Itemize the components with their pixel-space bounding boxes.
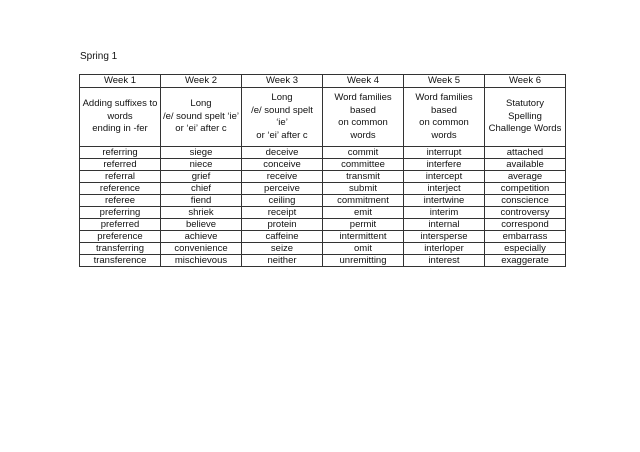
rule-description-line: /e/ sound spelt — [251, 104, 313, 116]
spelling-word-week-3: neither — [242, 255, 323, 267]
spelling-word-week-4: submit — [323, 183, 404, 195]
rule-description-line: Long — [271, 92, 293, 103]
spelling-word-week-6: available — [485, 159, 566, 171]
spelling-word-week-2: niece — [161, 159, 242, 171]
spelling-word-week-4: commitment — [323, 195, 404, 207]
rule-description-line: ‘ie’ — [276, 117, 288, 128]
rule-description-line: Spelling — [508, 110, 542, 122]
spelling-word-week-4: omit — [323, 243, 404, 255]
rule-description-week-4 — [323, 88, 404, 147]
rule-description-row — [80, 88, 566, 147]
week-header-2: Week 2 — [161, 75, 242, 88]
spelling-word-week-3: receive — [242, 171, 323, 183]
spelling-word-week-2: siege — [161, 147, 242, 159]
rule-description-line: /e/ sound spelt ‘ie’ — [162, 110, 240, 122]
rule-description-line: on common — [419, 117, 469, 128]
spelling-word-week-6: average — [485, 171, 566, 183]
spelling-word-week-6: especially — [485, 243, 566, 255]
table-row — [80, 219, 566, 231]
spelling-word-week-5: interfere — [404, 159, 485, 171]
rule-description-line: Long — [190, 98, 212, 110]
spelling-word-week-6: conscience — [485, 195, 566, 207]
spelling-word-week-5: intertwine — [404, 195, 485, 207]
spelling-word-week-1: preferred — [80, 219, 161, 231]
spelling-word-week-1: referred — [80, 159, 161, 171]
spelling-word-week-1: transferring — [80, 243, 161, 255]
spelling-word-week-1: transference — [80, 255, 161, 267]
spelling-table — [79, 74, 566, 267]
table-row — [80, 207, 566, 219]
table-row — [80, 195, 566, 207]
rule-description-line: Word families — [415, 92, 473, 103]
spelling-word-week-2: grief — [161, 171, 242, 183]
spelling-word-week-3: seize — [242, 243, 323, 255]
rule-description-line: words — [350, 129, 376, 141]
spelling-word-week-2: convenience — [161, 243, 242, 255]
rule-description-line: Word families — [334, 92, 392, 103]
spelling-word-week-5: intercept — [404, 171, 485, 183]
spelling-word-week-6: controversy — [485, 207, 566, 219]
spelling-word-week-1: reference — [80, 183, 161, 195]
rule-description-week-5 — [404, 88, 485, 147]
table-row — [80, 159, 566, 171]
spelling-word-week-4: unremitting — [323, 255, 404, 267]
spelling-word-week-2: chief — [161, 183, 242, 195]
rule-description-line: words — [431, 129, 457, 141]
spelling-word-week-3: conceive — [242, 159, 323, 171]
spelling-word-week-5: internal — [404, 219, 485, 231]
spelling-word-week-5: interim — [404, 207, 485, 219]
spelling-word-week-1: referring — [80, 147, 161, 159]
table-row — [80, 255, 566, 267]
spelling-word-week-2: mischievous — [161, 255, 242, 267]
spelling-word-week-6: attached — [485, 147, 566, 159]
spelling-word-week-5: interject — [404, 183, 485, 195]
spelling-word-week-3: receipt — [242, 207, 323, 219]
table-row — [80, 171, 566, 183]
rule-description-week-1 — [80, 88, 161, 147]
spelling-word-week-1: preference — [80, 231, 161, 243]
week-header-6: Week 6 — [485, 75, 566, 88]
spelling-word-week-3: caffeine — [242, 231, 323, 243]
spelling-word-week-3: deceive — [242, 147, 323, 159]
spelling-word-week-3: protein — [242, 219, 323, 231]
rule-description-line: Statutory — [505, 98, 545, 110]
week-header-3: Week 3 — [242, 75, 323, 88]
spelling-word-week-3: ceiling — [242, 195, 323, 207]
spelling-word-week-3: perceive — [242, 183, 323, 195]
rule-description-line: words — [107, 110, 133, 122]
spelling-word-week-4: commit — [323, 147, 404, 159]
spelling-word-week-1: referral — [80, 171, 161, 183]
rule-description-line: Adding suffixes to — [82, 98, 158, 110]
rule-description-line: based — [350, 104, 376, 116]
spelling-word-week-5: intersperse — [404, 231, 485, 243]
spelling-word-week-1: referee — [80, 195, 161, 207]
rule-description-line: on common — [338, 117, 388, 128]
spelling-word-week-2: believe — [161, 219, 242, 231]
spelling-word-week-5: interloper — [404, 243, 485, 255]
rule-description-line: or ‘ei’ after c — [256, 129, 308, 141]
spelling-word-week-5: interrupt — [404, 147, 485, 159]
spelling-word-week-4: intermittent — [323, 231, 404, 243]
rule-description-line: based — [431, 104, 457, 116]
spelling-word-week-5: interest — [404, 255, 485, 267]
spelling-word-week-4: emit — [323, 207, 404, 219]
week-header-5: Week 5 — [404, 75, 485, 88]
spelling-word-week-2: achieve — [161, 231, 242, 243]
rule-description-week-2 — [161, 88, 242, 147]
page-heading: Spring 1 — [80, 51, 118, 62]
spelling-word-week-4: permit — [323, 219, 404, 231]
spelling-word-week-6: correspond — [485, 219, 566, 231]
spelling-word-week-2: fiend — [161, 195, 242, 207]
rule-description-line: Challenge Words — [488, 123, 562, 135]
spelling-word-week-2: shriek — [161, 207, 242, 219]
table-row — [80, 231, 566, 243]
spelling-word-week-6: competition — [485, 183, 566, 195]
table-row — [80, 183, 566, 195]
rule-description-line: or ‘ei’ after c — [175, 123, 227, 135]
table-row — [80, 147, 566, 159]
spelling-word-week-6: embarrass — [485, 231, 566, 243]
rule-description-week-3 — [242, 88, 323, 147]
table-row — [80, 243, 566, 255]
rule-description-week-6 — [485, 88, 566, 147]
spelling-word-week-4: transmit — [323, 171, 404, 183]
week-header-4: Week 4 — [323, 75, 404, 88]
spelling-word-week-6: exaggerate — [485, 255, 566, 267]
rule-description-line: ending in -fer — [92, 123, 148, 135]
week-header-1: Week 1 — [80, 75, 161, 88]
spelling-word-week-1: preferring — [80, 207, 161, 219]
week-header-row — [80, 75, 566, 88]
spelling-word-week-4: committee — [323, 159, 404, 171]
